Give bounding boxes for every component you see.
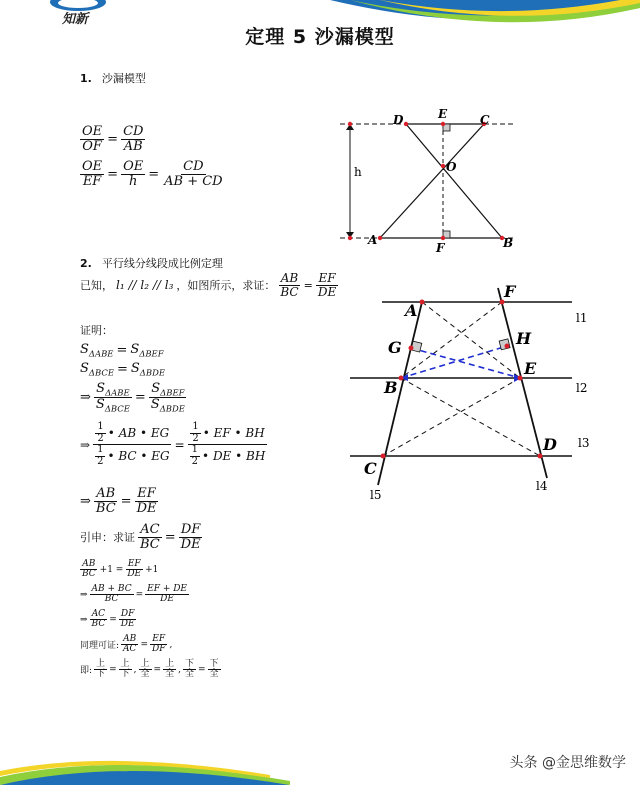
hourglass-equation-2: $\frac{OE}{EF}$ = $\frac{OE}{h}$ = $\frac{CD}{AB + CD}$	[82, 159, 223, 189]
fig1-label-F: F	[436, 241, 445, 255]
fig1-label-E: E	[438, 107, 448, 121]
fig2-label-l3: l3	[578, 436, 590, 450]
fig1-label-h: h	[354, 165, 362, 179]
section-1-heading	[80, 70, 146, 86]
fig2-label-H: H	[516, 329, 532, 348]
fig1-label-D: D	[393, 113, 404, 127]
fig2-label-l4: l4	[536, 479, 548, 493]
section-2-title: 平行线分线段成比例定理	[101, 257, 223, 270]
section-2-number: 2.	[80, 257, 92, 270]
fig2-label-F: F	[504, 282, 516, 301]
proof-step-5: ⇒ $\frac{AB}{BC}$ = $\frac{EF}{DE}$	[80, 486, 157, 516]
extension-statement: 引申：求证 $\frac{AC}{BC}$ = $\frac{DF}{DE}$	[80, 522, 201, 552]
hourglass-figure	[330, 100, 530, 260]
section-1-number: 1.	[80, 72, 92, 85]
fig2-label-l1: l1	[576, 311, 588, 325]
extension-step-3: ⇒ $\frac{AC}{BC}$ = $\frac{DF}{DE}$	[80, 609, 135, 630]
fig2-label-A: A	[405, 301, 418, 320]
fig2-label-E: E	[524, 359, 537, 378]
proof-step-1: $S_{\Delta ABE}$ = $S_{\Delta BEF}$	[80, 342, 164, 359]
proof-step-2: $S_{\Delta BCE}$ = $S_{\Delta BDE}$	[80, 361, 166, 378]
fig1-label-C: C	[480, 113, 490, 127]
logo-text: 知新	[62, 12, 89, 27]
page-title: 定理 5 沙漏模型	[245, 26, 395, 48]
hourglass-equation-1: $\frac{OE}{OF}$ = $\frac{CD}{AB}$	[82, 124, 144, 154]
parallel-lines-figure	[340, 280, 630, 505]
extension-step-1: $\frac{AB}{BC}$ +1 = $\frac{EF}{DE}$ +1	[82, 559, 159, 580]
section-1-title: 沙漏模型	[101, 72, 146, 85]
fig2-label-C: C	[364, 459, 377, 478]
fig2-label-l5: l5	[370, 488, 382, 502]
extension-step-2: ⇒ $\frac{AB + BC}{BC}$ = $\frac{EF + DE}{DE}$	[80, 584, 188, 605]
watermark: 头条 @金思维数学	[509, 755, 626, 771]
proof-step-3: ⇒ $\frac{S_{\Delta ABE}}{S_{\Delta BCE}}$ = $\frac{S_{\Delta BEF}}{S_{\Delta BDE}}$	[80, 381, 185, 415]
proof-step-4: ⇒ $\frac{1}{2}$ • AB • EG $\frac{1}{2}$ • BC • EG = $\frac{1}{2}$ • EF • BH $\frac{1}{2}$ • DE • BH	[80, 421, 266, 467]
given-statement: 已知， l₁ // l₂ // l₃ ，如图所示，求证： $\frac{AB}{BC}$ = $\frac{EF}{DE}$	[80, 271, 337, 299]
fig1-label-B: B	[503, 236, 514, 250]
fig1-label-A: A	[368, 233, 378, 247]
fig2-label-B: B	[384, 378, 398, 397]
fig1-label-O: O	[446, 160, 457, 174]
fig2-label-G: G	[388, 338, 402, 357]
extension-step-5: 即: $\frac{\text{上}}{\text{下}}$ = $\frac{\text{上}}{\text{下}}$ , $\frac{\text{上}}{\text{全}}$ = $\frac{\text{上}}{\text{全}}$ , $\frac{\text{下}}{\text{全}}$ = $\frac{\text{下}}{\text{全}}$	[80, 659, 219, 680]
proof-label: 证明：	[80, 324, 113, 337]
extension-step-4: 同理可证: $\frac{AB}{AC}$ = $\frac{EF}{DF}$ ,	[80, 634, 173, 655]
fig2-label-D: D	[543, 435, 557, 454]
fig2-label-l2: l2	[576, 381, 588, 395]
section-2-heading	[80, 255, 223, 271]
